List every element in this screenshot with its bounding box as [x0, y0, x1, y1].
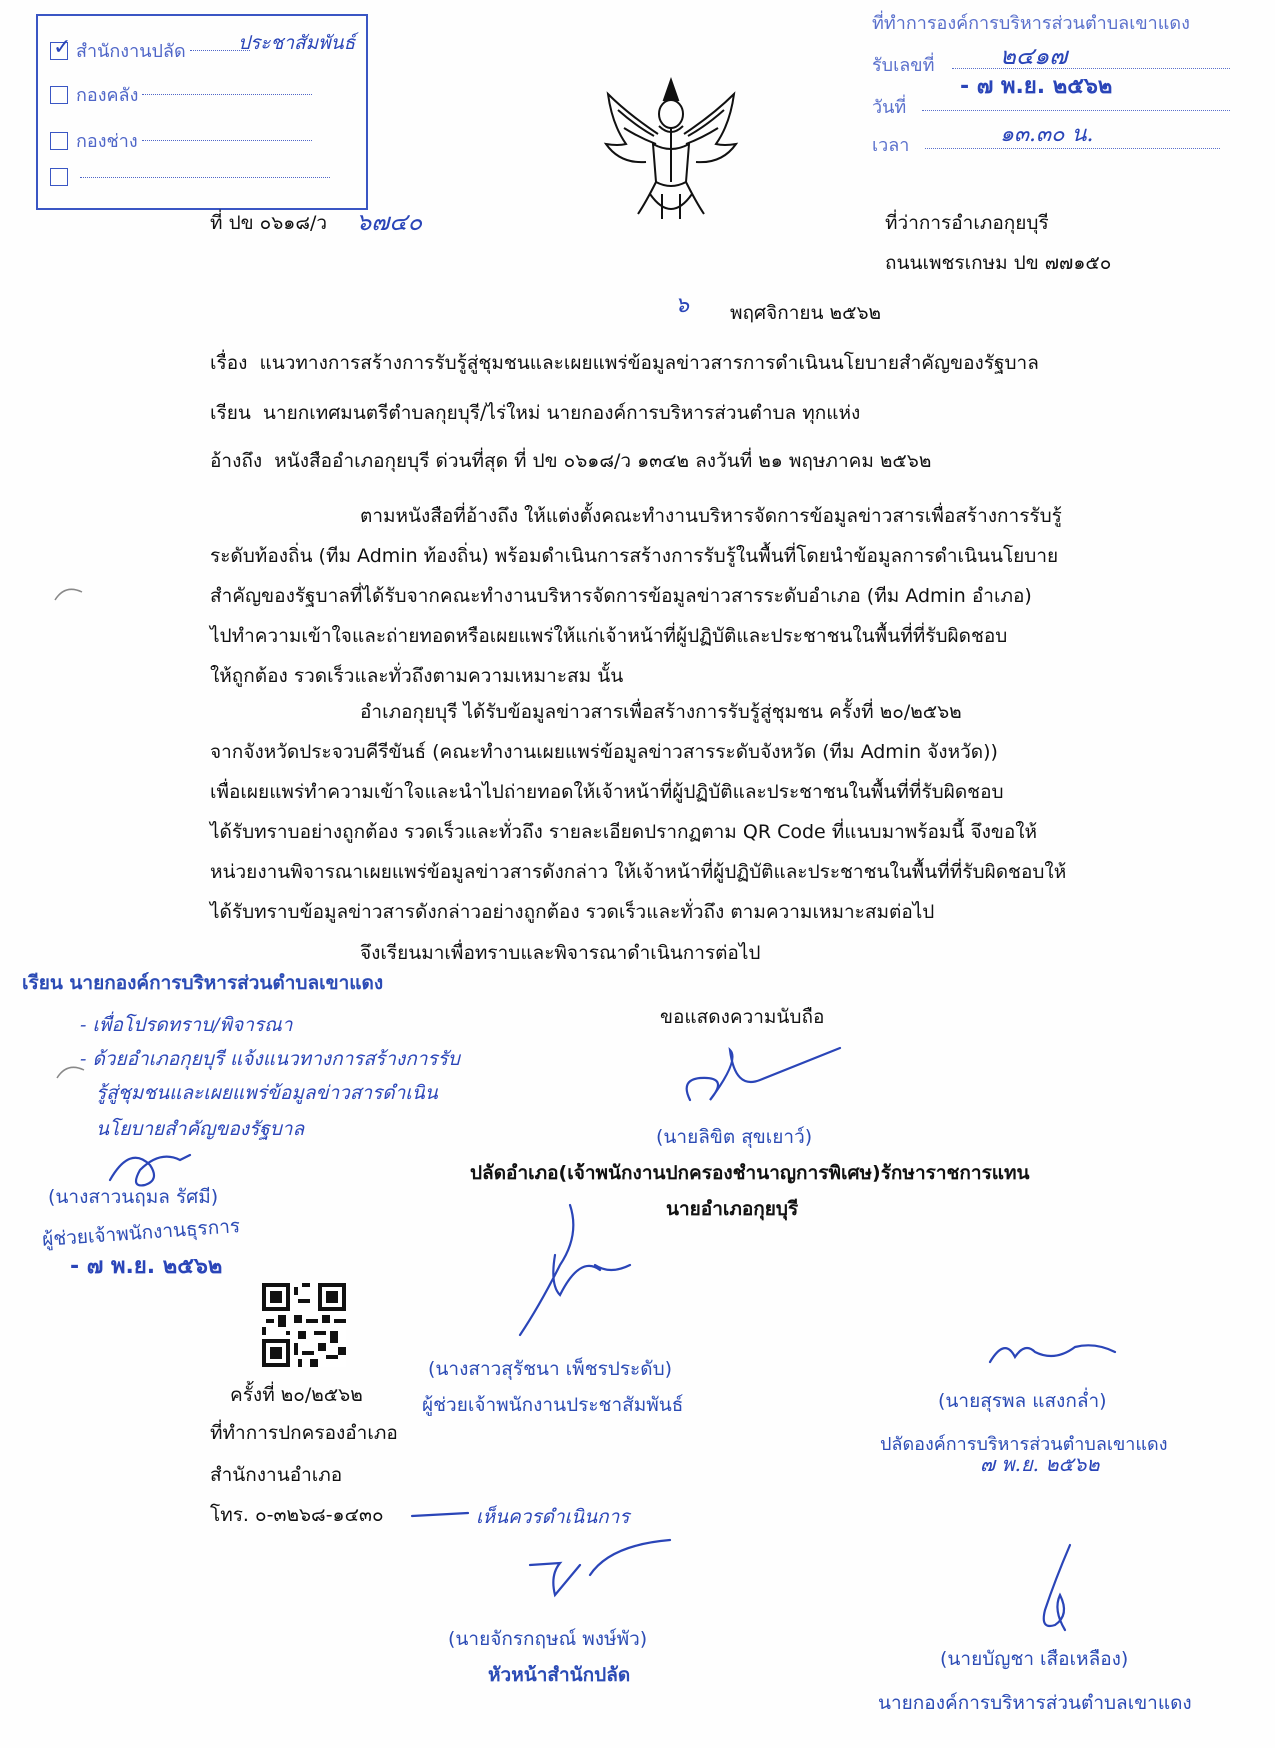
reference-text: หนังสืออำเภอกุยบุรี ด่วนที่สุด ที่ ปข ๐๖๑๘/ว ๑๓๔๒ ลงวันที่ ๒๑ พฤษภาคม ๒๕๖๒: [274, 450, 932, 472]
stamp-label-finance: กองคลัง: [76, 85, 139, 106]
minute-item2-line3: นโยบายสำคัญของรัฐบาล: [96, 1118, 305, 1140]
para2-line: ได้รับทราบข้อมูลข่าวสารดังกล่าวอย่างถูกต้อง รวดเร็วและทั่วถึง ตามความเหมาะสมต่อไป: [210, 901, 935, 923]
para1-line: ระดับท้องถิ่น (ทีม Admin ท้องถิ่น) พร้อมดำเนินการสร้างการรับรู้ในพื้นที่โดยนำข้อมูลการดำเนินนโยบาย: [210, 545, 1059, 567]
footer-round: ครั้งที่ ๒๐/๒๕๖๒: [230, 1384, 363, 1406]
stamp-row-blank: [50, 168, 330, 186]
checkbox-finance: [50, 86, 68, 104]
mayor-signature-icon: [1025, 1540, 1095, 1640]
subject-text: แนวทางการสร้างการรับรู้สู่ชุมชนและเผยแพร่ข้อมูลข่าวสารการดำเนินนโยบายสำคัญของรัฐบาล: [259, 352, 1039, 374]
ref-number: ที่ ปข ๐๖๑๘/ว: [210, 212, 328, 234]
qr-code-icon: [262, 1283, 346, 1367]
receipt-time-value: ๑๓.๓๐ น.: [1000, 122, 1094, 147]
minute-to: เรียน นายกองค์การบริหารส่วนตำบลเขาแดง: [22, 972, 384, 994]
punch-hole-bottom: [52, 1060, 92, 1100]
receipt-no-value: ๒๔๑๗: [1000, 42, 1068, 70]
pr-name: (นางสาวสุรัชนา เพ็ชรประดับ): [428, 1358, 673, 1380]
mayor-position: นายกองค์การบริหารส่วนตำบลเขาแดง: [878, 1692, 1192, 1714]
office-line2: ถนนเพชรเกษม ปข ๗๗๑๕๐: [885, 252, 1112, 274]
deputy-signature-icon: [985, 1332, 1125, 1382]
garuda-emblem-icon: [598, 74, 744, 224]
date-day-hand: ๖: [675, 293, 689, 318]
punch-hole-top: [50, 582, 90, 622]
pr-position: ผู้ช่วยเจ้าพนักงานประชาสัมพันธ์: [422, 1394, 684, 1416]
footer-tel: โทร. ๐-๓๒๖๘-๑๔๓๐: [210, 1504, 384, 1526]
checkbox-engineering: [50, 132, 68, 150]
checkbox-blank: [50, 168, 68, 186]
subject-label: เรื่อง: [210, 352, 248, 374]
signer-name: (นายลิขิต สุขเยาว์): [656, 1126, 813, 1148]
tel-dash-line: [410, 1510, 470, 1520]
subject-line: [210, 352, 1039, 375]
footer-tel-hand: เห็นควรดำเนินการ: [476, 1506, 630, 1528]
office-line1: ที่ว่าการอำเภอกุยบุรี: [885, 212, 1049, 234]
receipt-no-label: รับเลขที่: [872, 55, 935, 76]
footer-office1: ที่ทำการปกครองอำเภอ: [210, 1422, 398, 1444]
para2-line: เพื่อเผยแพร่ทำความเข้าใจและนำไปถ่ายทอดให้เจ้าหน้าที่ผู้ปฏิบัติและประชาชนในพื้นที่ที่รับผิดชอบ: [210, 781, 1004, 803]
reference-label: อ้างถึง: [210, 450, 263, 472]
checkbox-office: [50, 42, 68, 60]
routing-stamp: [36, 14, 368, 210]
reference-line: [210, 450, 931, 473]
minute-date: - ๗ พ.ย. ๒๕๖๒: [70, 1254, 223, 1279]
stamp-label-office: สำนักงานปลัด: [76, 41, 186, 62]
footer-office2: สำนักงานอำเภอ: [210, 1464, 343, 1486]
para2-line: จากจังหวัดประจวบคีรีขันธ์ (คณะทำงานเผยแพร่ข้อมูลข่าวสารระดับจังหวัด (ทีม Admin จังหวัด)): [210, 741, 998, 763]
closing-regards: ขอแสดงความนับถือ: [660, 1006, 825, 1028]
date-text: พฤศจิกายน ๒๕๖๒: [730, 302, 882, 324]
stamp-row-finance: [50, 80, 312, 109]
deputy-position: ปลัดองค์การบริหารส่วนตำบลเขาแดง: [880, 1434, 1168, 1455]
para1-line: ไปทำความเข้าใจและถ่ายทอดหรือเผยแพร่ให้แก่เจ้าหน้าที่ผู้ปฏิบัติและประชาชนในพื้นที่ที่รับผิดชอบ: [210, 625, 1008, 647]
minute-position: ผู้ช่วยเจ้าพนักงานธุรการ: [41, 1215, 241, 1251]
receipt-date-label: วันที่: [872, 97, 907, 118]
para2-line: หน่วยงานพิจารณาเผยแพร่ข้อมูลข่าวสารดังกล่าว ให้เจ้าหน้าที่ผู้ปฏิบัติและประชาชนในพื้นที่ที่รับผิดชอบให้: [210, 861, 1067, 883]
stamp-row-engineering: [50, 126, 312, 155]
stamp-label-engineering: กองช่าง: [76, 131, 138, 152]
mayor-name: (นายบัญชา เสือเหลือง): [940, 1648, 1129, 1670]
body-paragraph-1: [210, 496, 1155, 696]
para1-line: สำคัญของรัฐบาลที่ได้รับจากคณะทำงานบริหารจัดการข้อมูลข่าวสารระดับอำเภอ (ทีม Admin อำเภอ): [210, 585, 1032, 607]
to-text: นายกเทศมนตรีตำบลกุยบุรี/ไร่ใหม่ นายกองค์การบริหารส่วนตำบล ทุกแห่ง: [262, 402, 861, 424]
body-paragraph-2: [210, 692, 1155, 932]
receipt-time-label: เวลา: [872, 135, 910, 156]
head-position: หัวหน้าสำนักปลัด: [488, 1664, 631, 1686]
para1-line: ให้ถูกต้อง รวดเร็วและทั่วถึงตามความเหมาะสม นั้น: [210, 665, 624, 687]
receipt-date-value: - ๗ พ.ย. ๒๕๖๒: [960, 74, 1113, 99]
minute-item1: - เพื่อโปรดทราบ/พิจารณา: [80, 1014, 293, 1036]
pr-signature-icon: [500, 1195, 640, 1345]
signer-position1: ปลัดอำเภอ(เจ้าพนักงานปกครองชำนาญการพิเศษ)รักษาราชการแทน: [470, 1162, 1030, 1184]
to-label: เรียน: [210, 402, 251, 424]
ref-number-hand: ๖๗๔๐: [356, 208, 423, 236]
body-paragraph-3: จึงเรียนมาเพื่อทราบและพิจารณาดำเนินการต่อไป: [360, 942, 761, 964]
minute-item2-line2: รู้สู่ชุมชนและเผยแพร่ข้อมูลข่าวสารดำเนิน: [96, 1082, 438, 1104]
minute-item2-line1: - ด้วยอำเภอกุยบุรี แจ้งแนวทางการสร้างการรับ: [80, 1048, 460, 1070]
stamp-handwritten-note: ประชาสัมพันธ์: [238, 32, 356, 54]
para1-line: ตามหนังสือที่อ้างถึง ให้แต่งตั้งคณะทำงานบริหารจัดการข้อมูลข่าวสารเพื่อสร้างการรับรู้: [360, 505, 1062, 527]
minute-name: (นางสาวนฤมล รัศมี): [48, 1186, 219, 1208]
signer-position2: นายอำเภอกุยบุรี: [666, 1198, 799, 1220]
deputy-date-hand: ๗ พ.ย. ๒๕๖๒: [980, 1452, 1100, 1476]
to-line: [210, 402, 860, 425]
head-signature-icon: [520, 1535, 680, 1605]
head-name: (นายจักรกฤษณ์ พงษ์พัว): [448, 1628, 648, 1650]
para2-line: อำเภอกุยบุรี ได้รับข้อมูลข่าวสารเพื่อสร้างการรับรู้สู่ชุมชน ครั้งที่ ๒๐/๒๕๖๒: [360, 701, 962, 723]
deputy-name: (นายสุรพล แสงกล่ำ): [938, 1390, 1107, 1412]
signer-signature-icon: [670, 1040, 850, 1120]
para2-line: ได้รับทราบอย่างถูกต้อง รวดเร็วและทั่วถึง รายละเอียดปรากฏตาม QR Code ที่แนบมาพร้อมนี้ จึงขอให้: [210, 821, 1038, 843]
receipt-org: ที่ทำการองค์การบริหารส่วนตำบลเขาแดง: [872, 13, 1190, 34]
stamp-row-office: [50, 36, 250, 65]
